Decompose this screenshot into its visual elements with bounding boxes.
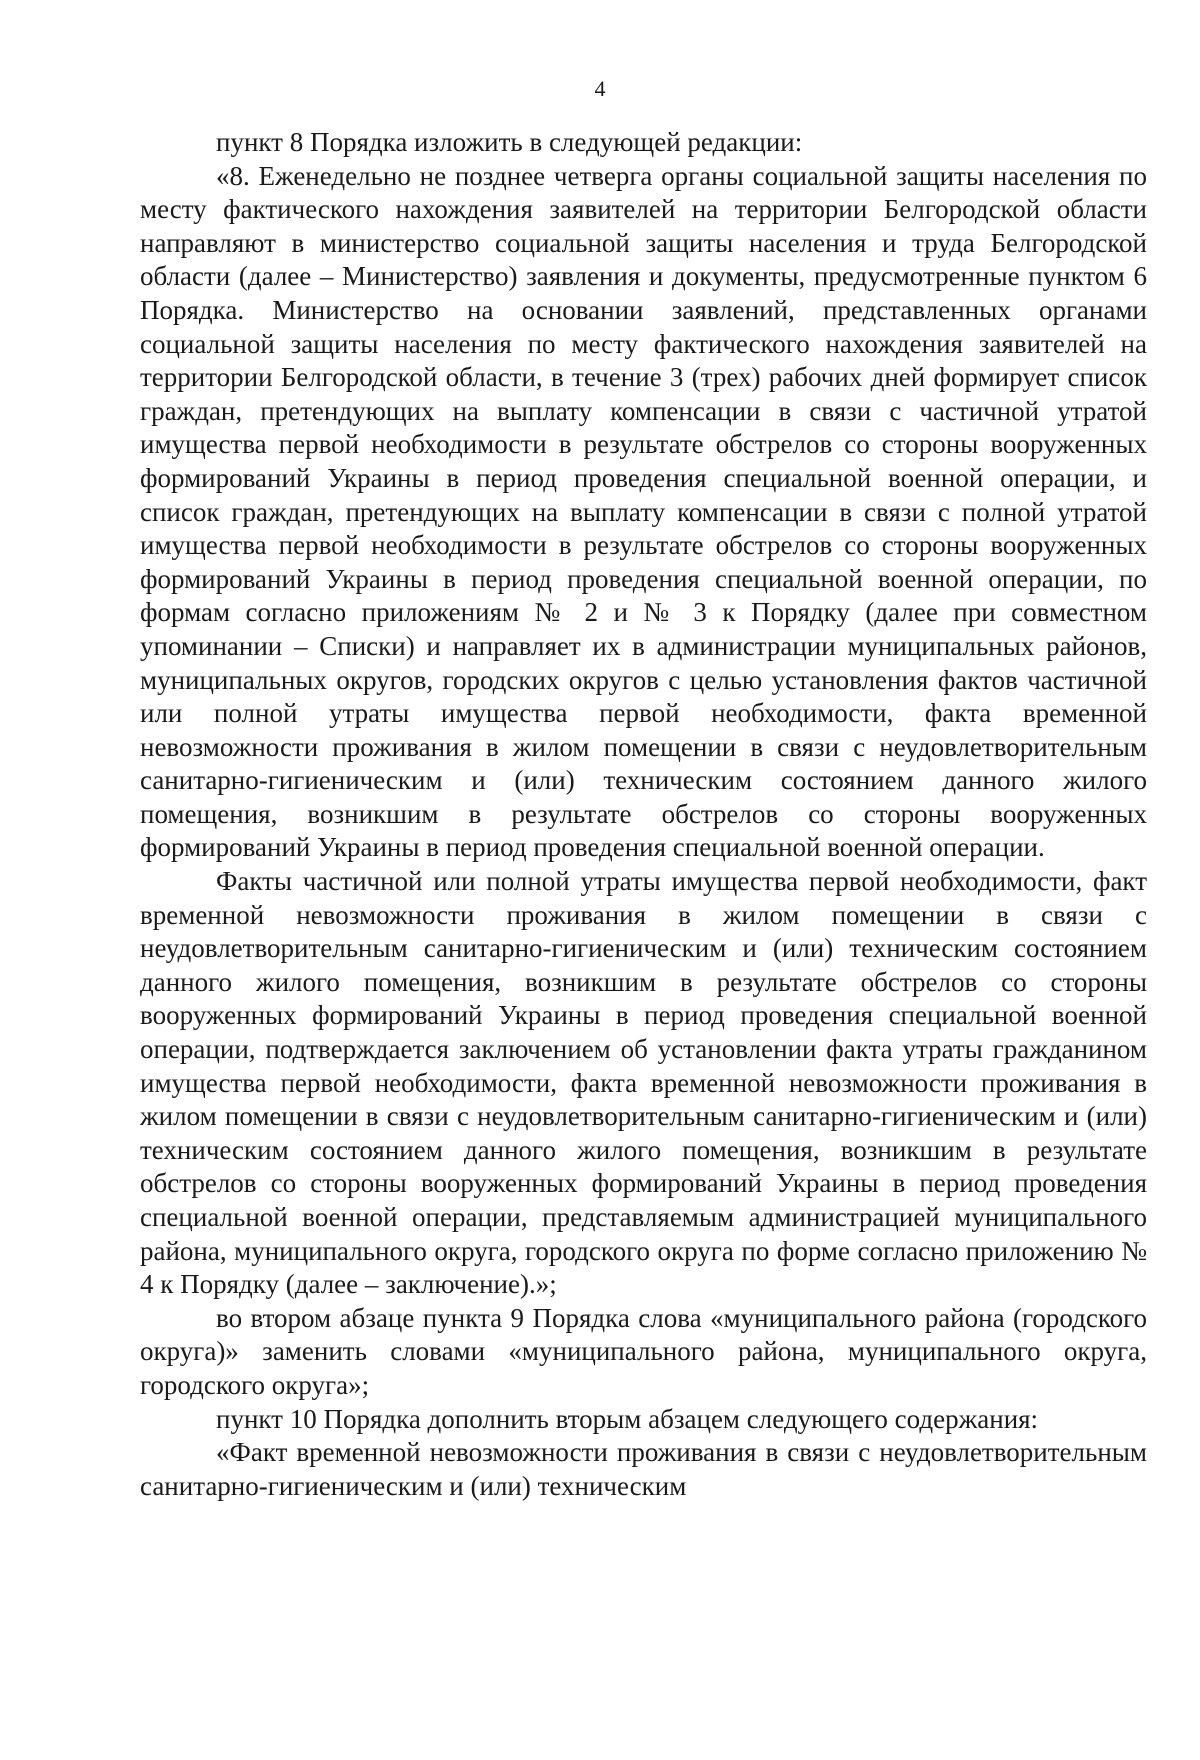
paragraph: пункт 10 Порядка дополнить вторым абзацем следующего содержания: (216, 1403, 1039, 1434)
paragraph: пункт 8 Порядка изложить в следующей редакции: (216, 127, 803, 157)
paragraph: во втором абзаце пункта 9 Порядка слова «муниципального района (городского округа)» заменить словами «муниципального района, муниципального округа, городского округа»; (140, 1302, 1147, 1400)
paragraph: «Факт временной невозможности проживания в связи с неудовлетворительным санитарно-гигиеническим и (или) техническим (140, 1437, 1147, 1501)
page-number: 4 (594, 76, 606, 101)
paragraph: «8. Еженедельно не позднее четверга органы социальной защиты населения по месту фактического нахождения заявителей на территории Белгородской области направляют в министерство социальной защиты населения и труда Белгородской области (далее – Министерство) заявления и документы, предусмотренные пунктом 6 Порядка. Министерство на основании заявлений, представленных органами социальной защиты населения по месту фактического нахождения заявителей на территории Белгородской области, в течение 3 (трех) рабочих дней формирует список граждан, претендующих на выплату компенсации в связи с частичной утратой имущества первой необходимости в результате обстрелов со стороны вооруженных формирований Украины в период проведения специальной военной операции, и список граждан, претендующих на выплату компенсации в связи с полной утратой имущества первой необходимости в результате обстрелов со стороны вооруженных формирований Украины в период проведения специальной военной операции, по формам согласно приложениям № 2 и № 3 к Порядку (далее при совместном упоминании – Списки) и направляет их в администрации муниципальных районов, муниципальных округов, городских округов с целью установления фактов частичной или полной утраты имущества первой необходимости, факта временной невозможности проживания в жилом помещении в связи с неудовлетворительным санитарно-гигиеническим и (или) техническим состоянием данного жилого помещения, возникшим в результате обстрелов со стороны вооруженных формирований Украины в период проведения специальной военной операции. (140, 160, 1147, 863)
document-text (140, 126, 1147, 1503)
paragraph: Факты частичной или полной утраты имущества первой необходимости, факт временной невозможности проживания в жилом помещении в связи с неудовлетворительным санитарно-гигиеническим и (или) техническим состоянием данного жилого помещения, возникшим в результате обстрелов со стороны вооруженных формирований Украины в период проведения специальной военной операции, подтверждается заключением об установлении факта утраты гражданином имущества первой необходимости, факта временной невозможности проживания в жилом помещении в связи с неудовлетворительным санитарно-гигиеническим и (или) техническим состоянием данного жилого помещения, возникшим в результате обстрелов со стороны вооруженных формирований Украины в период проведения специальной военной операции, представляемым администрацией муниципального района, муниципального округа, городского округа по форме согласно приложению № 4 к Порядку (далее – заключение).»; (140, 866, 1147, 1300)
